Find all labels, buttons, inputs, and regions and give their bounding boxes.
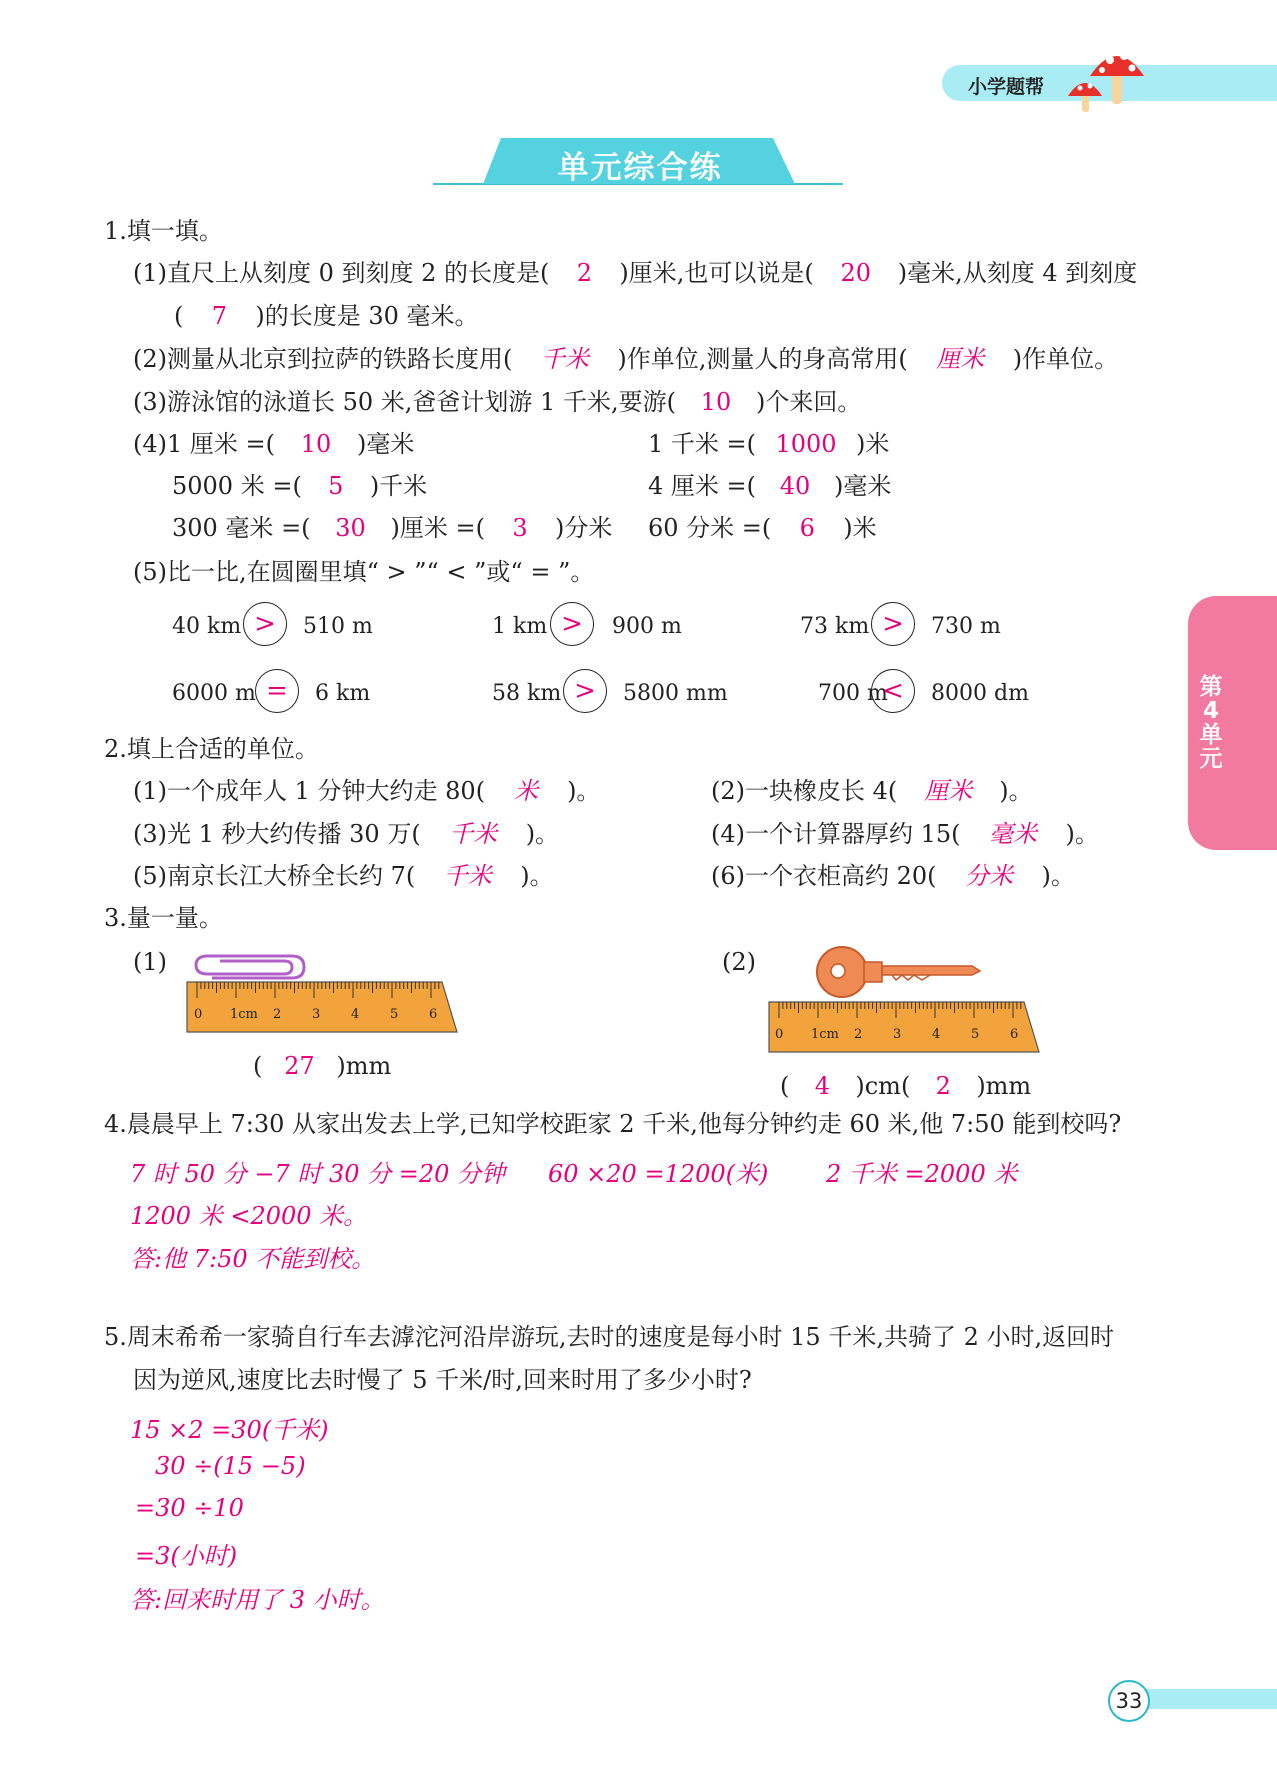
q2-item-6	[711, 864, 1075, 888]
cmp-right: 8000 dm	[931, 681, 1029, 706]
answer: 2	[935, 1072, 951, 1100]
q5-answer: 答:回来时用了 3 小时。	[130, 1586, 385, 1614]
page-number-bar	[1130, 1689, 1277, 1709]
answer: 27	[284, 1052, 315, 1080]
answer: 千米	[540, 345, 589, 373]
q3-heading: 3.量一量。	[104, 904, 223, 932]
text: (3)游泳馆的泳道长 50 米,爸爸计划游 1 千米,要游(	[133, 388, 676, 416]
q1-p3	[133, 390, 861, 414]
q1-p4-c2	[648, 516, 877, 540]
answer: 2	[576, 259, 593, 287]
cmp-left: 40 km	[172, 614, 242, 639]
text: )个来回。	[755, 388, 862, 416]
ruler-1-labels	[194, 1007, 444, 1027]
cmp-right: 5800 mm	[623, 681, 728, 706]
cmp-left: 1 km	[492, 614, 548, 639]
answer: 10	[700, 388, 732, 416]
text: (1)一个成年人 1 分钟大约走 80(	[133, 777, 486, 805]
q3-answer-1	[253, 1054, 391, 1078]
text: )毫米	[834, 472, 892, 500]
unit-side-label: 第4单元	[1199, 674, 1223, 772]
q2-item-4	[711, 822, 1099, 846]
q4-step-3: 2 千米 =2000 米	[826, 1160, 1018, 1188]
answer: 6	[799, 514, 815, 542]
q3-label-2: (2)	[722, 948, 756, 976]
text: (1)直尺上从刻度 0 到刻度 2 的长度是(	[133, 259, 550, 287]
text: )米	[856, 430, 890, 458]
answer: 厘米	[936, 345, 985, 373]
text: )作单位,测量人的身高常用(	[617, 345, 908, 373]
cmp-circle[interactable]: >	[871, 602, 915, 646]
cmp-right: 900 m	[612, 614, 682, 639]
q1-p4-b2	[648, 474, 891, 498]
text: )。	[525, 820, 560, 848]
q2-item-3	[133, 822, 559, 846]
text: )。	[567, 777, 601, 805]
cmp-circle[interactable]: =	[255, 669, 299, 713]
text: )米	[843, 514, 877, 542]
answer: 7	[211, 302, 228, 330]
answer: 分米	[965, 862, 1014, 890]
ruler-label: 6	[429, 1007, 438, 1022]
text: )千米	[369, 472, 428, 500]
q5-heading-line-1: 5.周末希希一家骑自行车去滹沱河沿岸游玩,去时的速度是每小时 15 千米,共骑了 2 小时,返回时	[104, 1323, 1115, 1351]
q1-p4-a2	[648, 432, 889, 456]
q1-p4-a1	[133, 432, 414, 456]
text: )毫米,从刻度 4 到刻度	[897, 259, 1138, 287]
answer: 5	[328, 472, 344, 500]
text: )。	[1041, 862, 1075, 890]
answer: 1000	[775, 430, 837, 458]
q5-step-4: =3(小时)	[135, 1542, 238, 1570]
ruler-label: 1cm	[811, 1027, 839, 1042]
answer: 30	[335, 514, 366, 542]
text: 1 千米 =(	[648, 430, 756, 458]
text: )作单位。	[1012, 345, 1119, 373]
ruler-label: 5	[390, 1007, 399, 1022]
text: (	[253, 1052, 263, 1080]
answer: 米	[514, 777, 539, 805]
text: )厘米,也可以说是(	[619, 259, 814, 287]
text: (2)一块橡皮长 4(	[711, 777, 898, 805]
text: 60 分米 =(	[648, 514, 772, 542]
q5-step-3: =30 ÷10	[135, 1494, 244, 1522]
q5-heading-line-2: 因为逆风,速度比去时慢了 5 千米/时,回来时用了多少小时?	[133, 1366, 752, 1394]
text: (4)1 厘米 =(	[133, 430, 275, 458]
brand-label: 小学题帮	[968, 76, 1045, 98]
text: (6)一个衣柜高约 20(	[711, 862, 937, 890]
text: )厘米 =(	[390, 514, 486, 542]
paperclip-icon	[192, 950, 310, 982]
q4-step-4: 1200 米 <2000 米。	[130, 1202, 368, 1230]
answer: 厘米	[924, 777, 973, 805]
text: )毫米	[357, 430, 415, 458]
q2-item-2	[711, 779, 1033, 803]
q4-answer: 答:他 7:50 不能到校。	[130, 1245, 376, 1273]
q1-p1-line1	[133, 261, 1137, 285]
cmp-left: 700 m	[818, 681, 888, 706]
q3-answer-2	[780, 1074, 1031, 1098]
cmp-circle[interactable]: >	[563, 669, 607, 713]
text: 5000 米 =(	[172, 472, 302, 500]
text: )mm	[976, 1072, 1032, 1100]
cmp-right: 730 m	[931, 614, 1001, 639]
q5-step-2: 30 ÷(15 −5)	[155, 1452, 306, 1480]
text: )分米	[555, 514, 613, 542]
text: (	[780, 1072, 790, 1100]
q1-p4-b1	[172, 474, 427, 498]
ruler-label: 0	[775, 1027, 784, 1042]
cmp-right: 510 m	[303, 614, 373, 639]
text: (	[174, 302, 184, 330]
q5-step-1: 15 ×2 =30(千米)	[130, 1416, 329, 1444]
ruler-label: 2	[273, 1007, 282, 1022]
answer: 40	[779, 472, 811, 500]
ruler-label: 3	[312, 1007, 321, 1022]
page-number: 33	[1108, 1680, 1150, 1722]
q4-heading: 4.晨晨早上 7:30 从家出发去上学,已知学校距家 2 千米,他每分钟约走 60 米,他 7:50 能到校吗?	[104, 1110, 1122, 1138]
cmp-right: 6 km	[315, 681, 371, 706]
answer: 毫米	[989, 820, 1038, 848]
mushroom-icon	[1060, 42, 1150, 114]
answer: 4	[814, 1072, 831, 1100]
ruler-2-labels	[775, 1027, 1025, 1047]
q2-item-5	[133, 864, 554, 888]
q1-p5: (5)比一比,在圆圈里填“ > ”“ < ”或“ = ”。	[133, 558, 595, 586]
cmp-circle[interactable]: >	[550, 602, 594, 646]
q1-heading: 1.填一填。	[104, 217, 223, 245]
q3-label-1: (1)	[133, 948, 167, 976]
page-title: 单元综合练	[557, 150, 723, 186]
q4-step-2: 60 ×20 =1200(米)	[548, 1160, 769, 1188]
q4-step-1: 7 时 50 分 −7 时 30 分 =20 分钟	[130, 1160, 506, 1188]
cmp-left: 58 km	[492, 681, 562, 706]
text: (4)一个计算器厚约 15(	[711, 820, 961, 848]
ruler-label: 4	[932, 1027, 941, 1042]
text: )cm(	[855, 1072, 911, 1100]
answer: 千米	[443, 862, 492, 890]
ruler-label: 3	[893, 1027, 902, 1042]
text: )。	[1065, 820, 1099, 848]
ruler-label: 6	[1010, 1027, 1019, 1042]
q1-p2	[133, 347, 1118, 371]
ruler-label: 1cm	[230, 1007, 258, 1022]
text: (5)南京长江大桥全长约 7(	[133, 862, 416, 890]
text: )的长度是 30 毫米。	[255, 302, 479, 330]
cmp-circle[interactable]: >	[243, 602, 287, 646]
cmp-circle[interactable]: <	[871, 669, 915, 713]
text: 300 毫米 =(	[172, 514, 311, 542]
answer: 10	[300, 430, 332, 458]
q2-item-1	[133, 779, 600, 803]
q1-p1-line2	[174, 304, 479, 328]
answer: 千米	[449, 820, 498, 848]
q2-heading: 2.填上合适的单位。	[104, 735, 319, 763]
ruler-label: 5	[971, 1027, 980, 1042]
text: )mm	[336, 1052, 392, 1080]
ruler-label: 2	[854, 1027, 863, 1042]
answer: 20	[840, 259, 872, 287]
text: 4 厘米 =(	[648, 472, 756, 500]
cmp-left: 73 km	[800, 614, 870, 639]
text: )。	[520, 862, 554, 890]
text: )。	[999, 777, 1033, 805]
ruler-label: 0	[194, 1007, 203, 1022]
text: (3)光 1 秒大约传播 30 万(	[133, 820, 421, 848]
q1-p4-c1	[172, 516, 612, 540]
answer: 3	[512, 514, 528, 542]
ruler-label: 4	[351, 1007, 360, 1022]
cmp-left: 6000 m	[172, 681, 256, 706]
text: (2)测量从北京到拉萨的铁路长度用(	[133, 345, 513, 373]
key-icon	[812, 944, 987, 1002]
